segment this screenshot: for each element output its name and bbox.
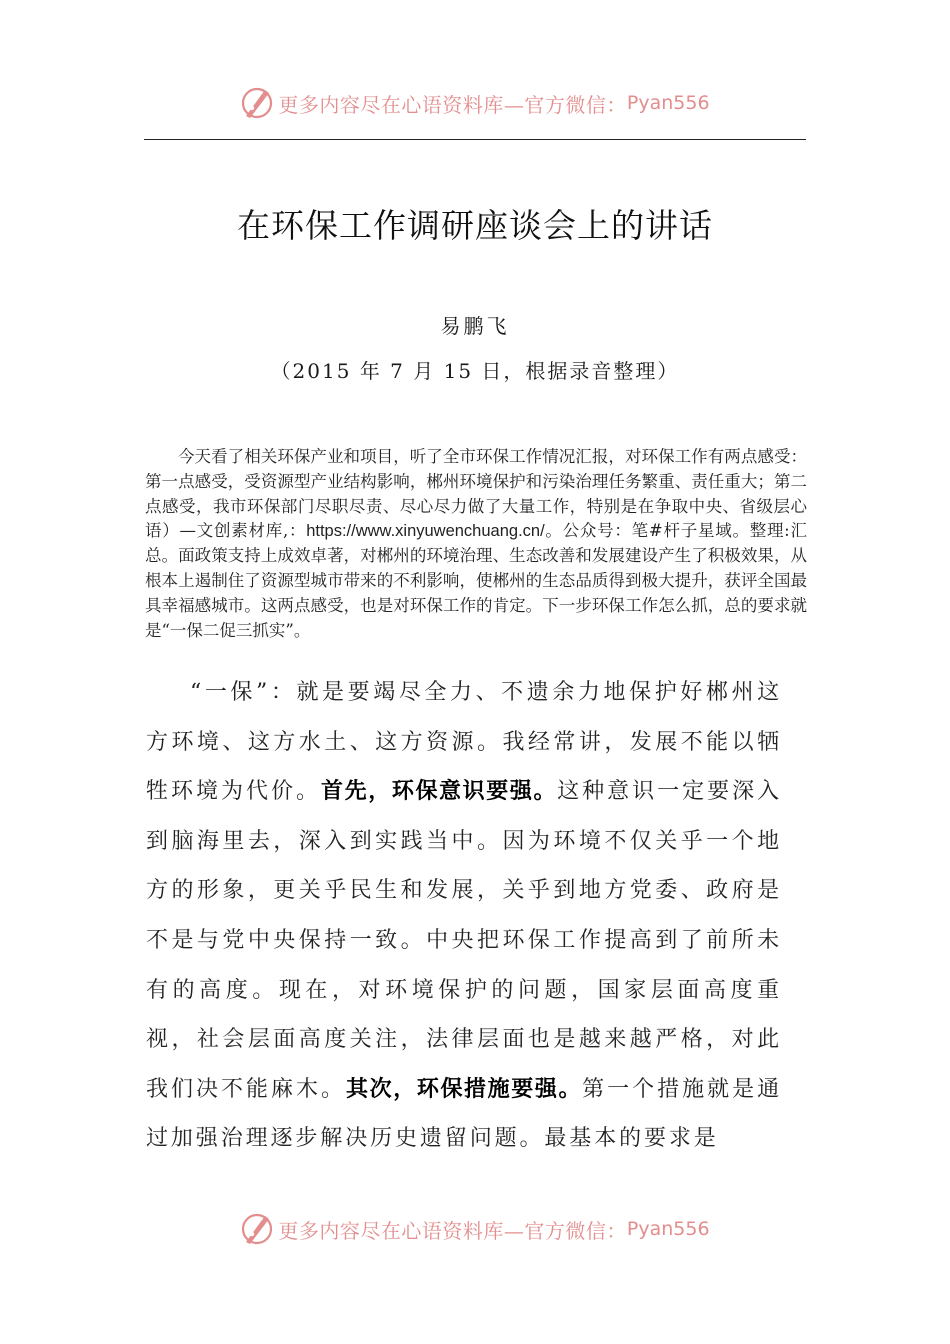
banner-text: 更多内容尽在心语资料库—官方微信： (278, 92, 627, 117)
body-paragraph (146, 668, 782, 1164)
body-emphasis-2: 其次，环保措施要强。 (346, 1076, 583, 1102)
banner-wechat-id: Pyan556 (626, 92, 710, 114)
banner-wechat-id: Pyan556 (626, 1218, 710, 1240)
pen-circle-logo-icon (240, 86, 274, 120)
body-emphasis-1: 首先，环保意识要强。 (321, 779, 558, 805)
banner-text: 更多内容尽在心语资料库—官方微信： (278, 1218, 627, 1243)
document-title: 在环保工作调研座谈会上的讲话 (237, 206, 713, 245)
body-text-1: “一保”：就是要竭尽全力、不遗余力地保护好郴州这方环境、这方水土、这方资源。我经常讲，发展不能以牺牲环境为代价。 (146, 680, 782, 805)
intro-text-1: 今天看了相关环保产业和项目，听了全市环保工作情况汇报，对环保工作有两点感受：第一点感受，受资源型产业结构影响，郴州环境保护和污染治理任务繁重、责任重大；第二点感受，我市环保部门尽职尽责、尽心尽力做了大量工作，特别是在争取中央、省级层心语）—文创素材库,： (145, 447, 807, 541)
intro-text-2: 。公众号：笔#杆子星域。整理:汇总。面政策支持上成效卓著，对郴州的环境治理、生态改善和发展建设产生了积极效果，从根本上遏制住了资源型城市带来的不利影响，使郴州的生态品质得到极大提升，获评全国最具幸福感城市。这两点感受，也是对环保工作的肯定。下一步环保工作怎么抓，总的要求就是“一保二促三抓实”。 (145, 521, 807, 640)
body-text-2: 这种意识一定要深入到脑海里去，深入到实践当中。因为环境不仅关乎一个地方的形象，更关乎民生和发展，关乎到地方党委、政府是不是与党中央保持一致。中央把环保工作提高到了前所未有的高度。现在，对环境保护的问题，国家层面高度重视，社会层面高度关注，法律层面也是越来越严格，对此我们决不能麻木。 (146, 779, 782, 1102)
footer-watermark-banner (0, 1207, 950, 1251)
header-divider (144, 139, 806, 140)
intro-paragraph (145, 445, 807, 643)
header-watermark-banner (0, 81, 950, 125)
pen-circle-logo-icon (240, 1212, 274, 1246)
document-author: 易鹏飞 (440, 314, 510, 338)
intro-url: https://www.xinyuwenchuang.cn/ (306, 522, 545, 541)
document-date-line: （2015 年 7 月 15 日，根据录音整理） (270, 359, 680, 383)
body-text-3: 第一个措施就是通过加强治理逐步解决历史遗留问题。最基本的要求是 (146, 1076, 783, 1152)
